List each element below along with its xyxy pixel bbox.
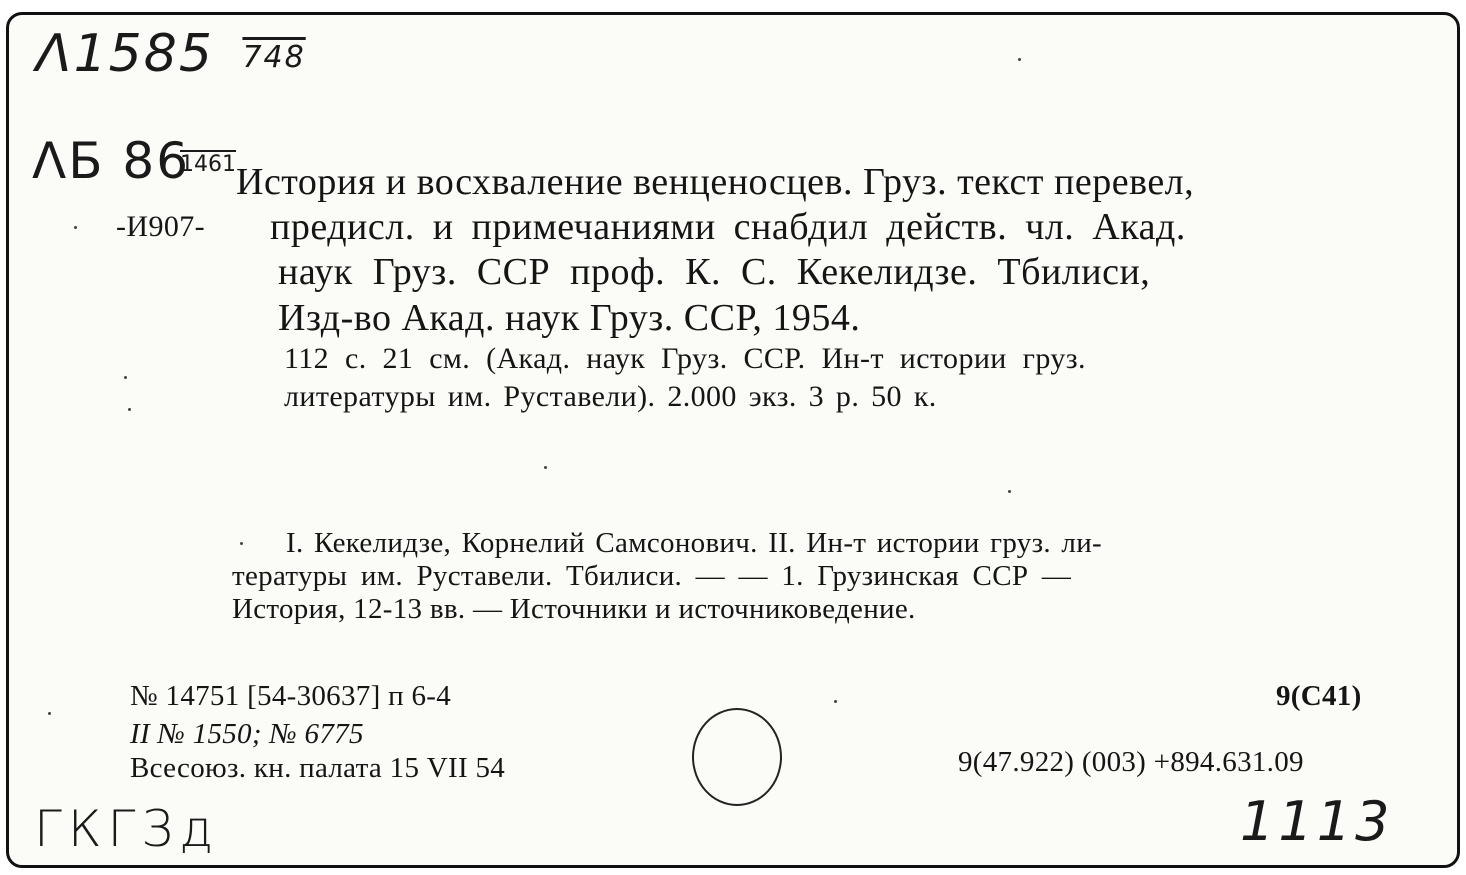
tracings-line-1: I. Кекелидзе, Корнелий Самсонович. II. Ин-т истории груз. ли- xyxy=(286,527,1102,559)
speck xyxy=(544,466,547,469)
tracings-line-2: тературы им. Руставели. Тбилиси. — — 1. Грузинская ССР — xyxy=(232,560,1072,592)
handwritten-bottom-left: ГКГЗд xyxy=(34,800,220,858)
speck xyxy=(1018,58,1021,61)
entry-line-3: наук Груз. ССР проф. К. С. Кекелидзе. Тбилиси, xyxy=(278,251,1151,293)
speck xyxy=(240,542,243,545)
entry-line-5: 112 с. 21 см. (Акад. наук Груз. ССР. Ин-т истории груз. xyxy=(284,342,1086,375)
handwritten-code-second-sup: 1461 xyxy=(180,152,236,177)
speck xyxy=(48,712,51,715)
footer-right-line-2: 9(47.922) (003) +894.631.09 xyxy=(958,746,1304,778)
footer-left-line-2: II № 1550; № 6775 xyxy=(130,718,364,750)
speck xyxy=(834,700,837,703)
footer-right-line-1: 9(С41) xyxy=(1276,680,1362,712)
entry-line-6: литературы им. Руставели). 2.000 экз. 3 р. 50 к. xyxy=(284,380,937,413)
handwritten-code-top xyxy=(36,24,306,84)
hand-drawn-circle xyxy=(692,708,782,806)
entry-line-1: История и восхваление венценосцев. Груз. текст перевел, xyxy=(236,161,1195,203)
handwritten-code-top-main: Λ1585 xyxy=(36,24,214,84)
handwritten-code-second xyxy=(32,132,190,190)
tracings-line-3: История, 12-13 вв. — Источники и источниковедение. xyxy=(232,593,916,625)
speck xyxy=(124,376,127,379)
footer-left-line-3: Всесоюз. кн. палата 15 VII 54 xyxy=(130,752,506,784)
call-number: -И907- xyxy=(116,210,206,243)
footer-left-line-1: № 14751 [54-30637] п 6-4 xyxy=(130,680,452,712)
entry-line-4: Изд-во Акад. наук Груз. ССР, 1954. xyxy=(278,297,861,339)
speck xyxy=(128,408,131,411)
handwritten-code-top-sup: 748 xyxy=(242,39,306,75)
handwritten-code-second-main: ΛБ 86 xyxy=(32,132,191,190)
speck xyxy=(1008,490,1011,493)
speck xyxy=(74,226,77,229)
entry-line-2: предисл. и примечаниями снабдил действ. чл. Акад. xyxy=(270,206,1186,248)
handwritten-bottom-right: 1113 xyxy=(1240,790,1394,853)
